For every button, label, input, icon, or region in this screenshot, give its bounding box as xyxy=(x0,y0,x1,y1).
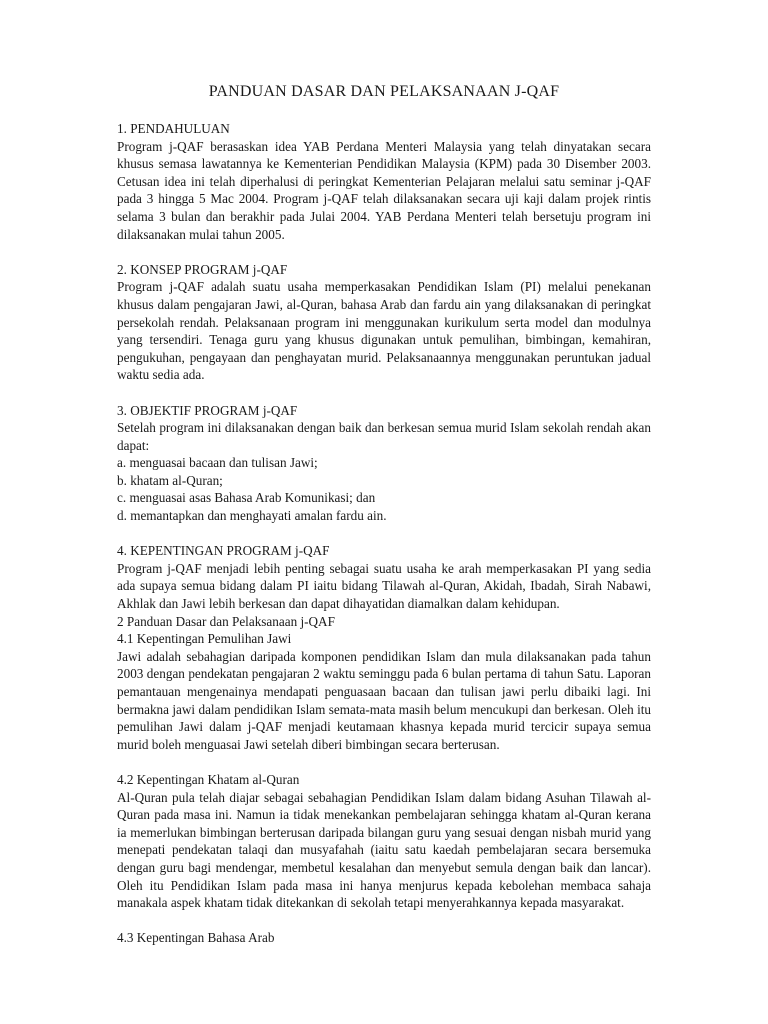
list-item: c. menguasai asas Bahasa Arab Komunikasi; dan xyxy=(117,490,376,506)
list-item: a. menguasai bacaan dan tulisan Jawi; xyxy=(117,455,318,471)
running-header: 2 Panduan Dasar dan Pelaksanaan j-QAF xyxy=(117,613,335,629)
document-title: PANDUAN DASAR DAN PELAKSANAAN J-QAF xyxy=(208,83,560,100)
section-pendahuluan xyxy=(117,120,651,243)
list-item: d. memantapkan dan menghayati amalan fardu ain. xyxy=(117,508,387,524)
subsection-paragraph: Al-Quran pula telah diajar sebagai sebahagian Pendidikan Islam dalam bidang Asuhan Tilawah al-Quran pada masa ini. Namun ia tidak menekankan pembelajaran sehingga khatam al-Quran kerana ia memerlukan bimbingan berterusan daripada bilangan guru yang sesuai dengan nisbah murid yang menepati pendekatan talaqi dan musyafahah (iaitu satu kaedah pembelajaran secara bersemuka dengan guru bagi mendengar, membetul kesalahan dan menyebut semula dengan baik dan lancar). Oleh itu Pendidikan Islam pada masa ini hanya menjurus kepada kebolehan membaca sahaja manakala aspek khatam tidak ditekankan di sekolah tetapi menyerahkannya kepada masyarakat. xyxy=(117,789,651,911)
section-paragraph: Program j-QAF berasaskan idea YAB Perdana Menteri Malaysia yang telah dinyatakan secara khusus semasa lawatannya ke Kementerian Pendidikan Malaysia (KPM) pada 30 Disember 2003. Cetusan idea ini telah diperhalusi di peringkat Kementerian Pelajaran melalui satu seminar j-QAF pada 3 hingga 5 Mac 2004. Program j-QAF telah dilaksanakan secara uji kaji dalam projek rintis selama 3 bulan dan berakhir pada Julai 2004. YAB Perdana Menteri telah bersetuju program ini dilaksanakan mulai tahun 2005. xyxy=(117,138,651,242)
section-heading: 3. OBJEKTIF PROGRAM j-QAF xyxy=(117,402,298,418)
section-heading: 1. PENDAHULUAN xyxy=(117,121,230,136)
section-paragraph: Program j-QAF adalah suatu usaha memperkasakan Pendidikan Islam (PI) melalui penekanan khusus dalam pengajaran Jawi, al-Quran, bahasa Arab dan fardu ain yang dilaksanakan di peringkat persekolah rendah. Pelaksanaan program ini menggunakan kurikulum serta model dan modulnya yang tersendiri. Tenaga guru yang khusus digunakan untuk pemulihan, bimbingan, kemahiran, pengukuhan, pengayaan dan penghayatan murid. Pelaksanaannya menggunakan peruntukan jadual waktu sedia ada. xyxy=(117,279,651,383)
section-heading: 4. KEPENTINGAN PROGRAM j-QAF xyxy=(117,543,330,559)
section-konsep xyxy=(117,261,651,384)
section-paragraph: Setelah program ini dilaksanakan dengan baik dan berkesan semua murid Islam sekolah rendah akan dapat: xyxy=(117,420,651,453)
objective-list xyxy=(117,454,651,524)
section-bahasa-arab xyxy=(117,929,651,947)
section-heading: 2. KONSEP PROGRAM j-QAF xyxy=(117,261,288,277)
subsection-heading: 4.1 Kepentingan Pemulihan Jawi xyxy=(117,631,292,647)
subsection-paragraph: Jawi adalah sebahagian daripada komponen pendidikan Islam dan mula dilaksanakan pada tahun 2003 dengan pendekatan pengajaran 2 waktu seminggu pada 6 bulan pertama di tahun Satu. Laporan pemantauan mengenainya mendapati penguasaan bacaan dan tulisan jawi perlu dibaiki lagi. Ini bermakna jawi dalam pendidikan Islam semata-mata masih belum mencukupi dan berkesan. Oleh itu pemulihan Jawi dalam j-QAF menjadi keutamaan khasnya kepada murid tercicir supaya semua murid boleh menguasai Jawi setelah diberi bimbingan secara berterusan. xyxy=(117,648,651,752)
section-objektif xyxy=(117,402,651,525)
section-paragraph: Program j-QAF menjadi lebih penting sebagai suatu usaha ke arah memperkasakan PI yang sedia ada supaya semua bidang dalam PI iaitu bidang Tilawah al-Quran, Akidah, Ibadah, Sirah Nabawi, Akhlak dan Jawi lebih berkesan dan dapat dihayatidan diamalkan dalam kehidupan. xyxy=(117,560,651,612)
document-body xyxy=(117,120,651,965)
subsection-heading: 4.2 Kepentingan Khatam al-Quran xyxy=(117,771,300,787)
section-khatam xyxy=(117,771,651,912)
subsection-heading: 4.3 Kepentingan Bahasa Arab xyxy=(117,930,275,946)
list-item: b. khatam al-Quran; xyxy=(117,472,223,488)
section-kepentingan xyxy=(117,542,651,753)
